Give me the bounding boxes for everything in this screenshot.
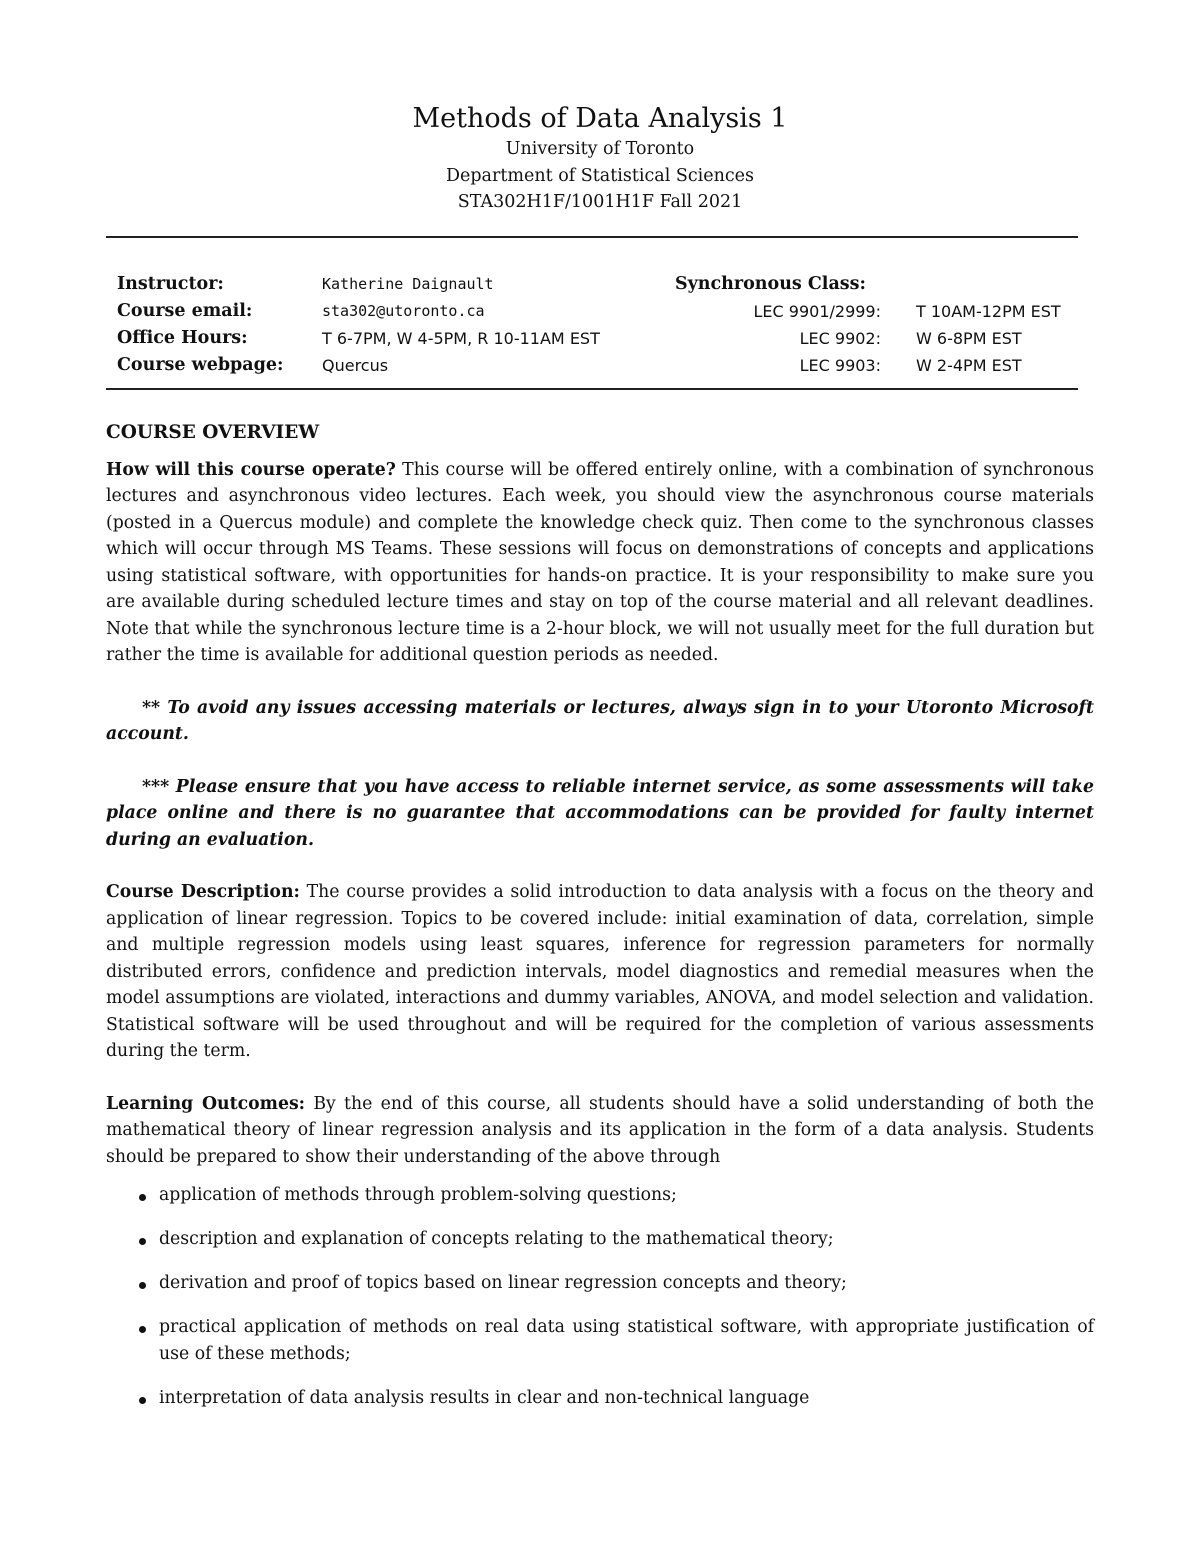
top-divider <box>106 236 1078 238</box>
operate-lead: How will this course operate? <box>106 459 396 480</box>
list-item <box>106 1385 1094 1412</box>
outcomes-lead: Learning Outcomes: <box>106 1093 306 1114</box>
list-item-text: application of methods through problem-solving questions; <box>159 1185 677 1205</box>
email-value[interactable]: sta302@utoronto.ca <box>322 302 485 320</box>
list-item-text: description and explanation of concepts relating to the mathematical theory; <box>159 1229 834 1249</box>
title-block <box>0 102 1200 216</box>
note-internet-service: *** Please ensure that you have access to reliable internet service, as some assessments will take place online and there is no guarantee that accommodations can be provided for faulty internet during an evaluation. <box>106 776 1094 850</box>
list-item <box>106 1226 1094 1253</box>
university-name: University of Toronto <box>505 139 695 159</box>
instructor-label: Instructor: <box>117 274 224 294</box>
bullet-icon <box>139 1326 146 1333</box>
operate-paragraph <box>106 457 1094 669</box>
course-info-table <box>117 274 1097 382</box>
list-item <box>106 1182 1094 1209</box>
lecture-time: W 2-4PM EST <box>916 356 1022 375</box>
bottom-divider <box>106 388 1078 390</box>
description-text: The course provides a solid introduction to data analysis with a focus on the theory and application of linear regression. Topics to be covered include: initial examination of data, correlation, simple and multiple regression models using least squares, inference for regression parameters for normally distributed errors, confidence and prediction intervals, model diagnostics and remedial measures when the model assumptions are violated, interactions and dummy variables, ANOVA, and model selection and validation. Statistical software will be used throughout and will be required for the completion of various assessments during the term. <box>106 882 1094 1061</box>
email-label: Course email: <box>117 301 253 321</box>
bullet-icon <box>139 1194 146 1201</box>
lecture-section: LEC 9903: <box>799 356 881 375</box>
synchronous-class-label: Synchronous Class: <box>675 274 866 294</box>
office-hours-value: T 6-7PM, W 4-5PM, R 10-11AM EST <box>322 329 600 348</box>
office-hours-label: Office Hours: <box>117 328 248 348</box>
operate-text: This course will be offered entirely online, with a combination of synchronous lectures and asynchronous video lectures. Each week, you should view the asynchronous course materials (posted in a Quercus module) and complete the knowledge check quiz. Then come to the synchronous classes which will occur through MS Teams. These sessions will focus on demonstrations of concepts and applications using statistical software, with opportunities for hands-on practice. It is your responsibility to make sure you are available during scheduled lecture times and stay on top of the course material and all relevant deadlines. Note that while the synchronous lecture time is a 2-hour block, we will not usually meet for the full duration but rather the time is available for additional question periods as needed. <box>106 459 1094 665</box>
lecture-time: W 6-8PM EST <box>916 329 1022 348</box>
lecture-section: LEC 9902: <box>799 329 881 348</box>
list-item-text: practical application of methods on real data using statistical software, with appropriate justification of use of these methods; <box>159 1317 1094 1364</box>
list-item <box>106 1314 1094 1367</box>
list-item-text: interpretation of data analysis results in clear and non-technical language <box>159 1387 810 1408</box>
info-row-webpage <box>117 355 1097 382</box>
department-name: Department of Statistical Sciences <box>445 165 755 186</box>
info-row-office-hours <box>117 328 1097 355</box>
bullet-icon <box>139 1238 146 1245</box>
outcomes-list <box>106 1182 1094 1411</box>
list-item-text: derivation and proof of topics based on linear regression concepts and theory; <box>159 1273 847 1293</box>
course-code: STA302H1F/1001H1F Fall 2021 <box>457 192 743 212</box>
note-microsoft-account: ** To avoid any issues accessing materials or lectures, always sign in to your Utoronto Microsoft account. <box>106 697 1094 744</box>
page-title: Methods of Data Analysis 1 <box>412 103 788 134</box>
course-overview-section <box>106 420 1094 1429</box>
outcomes-text: By the end of this course, all students should have a solid understanding of both the mathematical theory of linear regression analysis and its application in the form of a data analysis. Students should be prepared to show their understanding of the above through <box>106 1093 1094 1167</box>
info-row-instructor <box>117 274 1097 301</box>
description-paragraph <box>106 879 1094 1065</box>
instructor-value: Katherine Daignault <box>322 275 494 293</box>
bullet-icon <box>139 1397 146 1404</box>
webpage-label: Course webpage: <box>117 355 284 375</box>
outcomes-paragraph <box>106 1091 1094 1171</box>
description-lead: Course Description: <box>106 882 300 902</box>
webpage-value[interactable]: Quercus <box>322 356 389 375</box>
info-row-email <box>117 301 1097 328</box>
list-item <box>106 1270 1094 1297</box>
lecture-time: T 10AM-12PM EST <box>916 302 1061 321</box>
bullet-icon <box>139 1282 146 1289</box>
section-heading: COURSE OVERVIEW <box>106 422 320 443</box>
lecture-section: LEC 9901/2999: <box>753 302 881 321</box>
